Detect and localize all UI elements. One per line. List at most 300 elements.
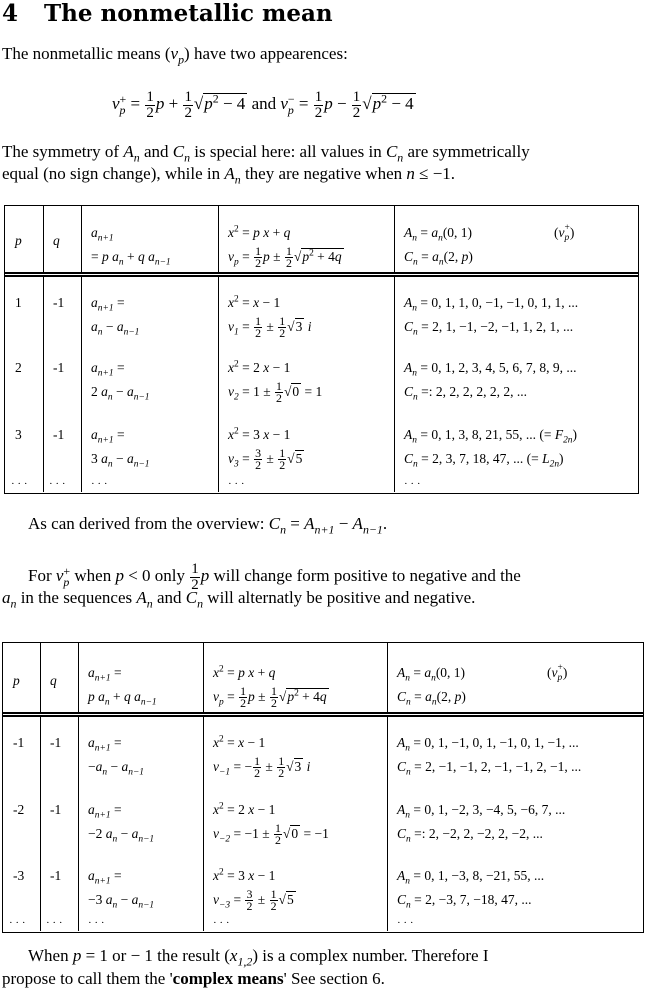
math-expression <box>91 384 150 403</box>
column-rule <box>218 206 219 492</box>
math-variable: x <box>248 868 255 883</box>
square-root <box>362 91 415 117</box>
math-variable: i <box>307 319 312 334</box>
square-root <box>294 245 344 268</box>
overview-table-negative <box>2 642 644 933</box>
subscript: n+1 <box>94 673 111 684</box>
fraction <box>278 445 286 473</box>
math-variable: a <box>2 588 11 607</box>
row-ellipsis: · · · <box>11 478 28 490</box>
math-variable: a <box>95 759 103 774</box>
math-variable: p <box>238 665 245 680</box>
math-expression <box>88 689 157 708</box>
math-symbol <box>554 427 573 446</box>
denominator: 2 <box>246 899 253 914</box>
subscript: 2 <box>234 392 239 403</box>
math-text: ± <box>263 319 278 334</box>
math-symbol <box>432 249 444 268</box>
subscript: 1 <box>234 327 239 338</box>
subscript: n <box>413 392 418 403</box>
subscript: −3 <box>219 900 231 911</box>
math-variable: C <box>397 892 407 907</box>
row-root <box>228 315 311 340</box>
math-text: (0, 1) <box>435 665 466 680</box>
subscript: n <box>413 257 418 268</box>
subscript: p <box>119 103 126 118</box>
radical-sign: √ <box>362 94 372 114</box>
math-text: ) have two appearences: <box>184 44 348 63</box>
math-expression <box>397 759 582 778</box>
symmetry-line-2 <box>2 164 456 187</box>
row-sequence-c <box>404 315 573 338</box>
math-variable: x <box>213 802 219 817</box>
section-title: The nonmetallic mean <box>44 0 333 27</box>
math-text: ± <box>269 249 284 264</box>
superscript: + <box>63 563 71 578</box>
derived-paragraph <box>28 514 388 537</box>
subscript: n <box>431 673 436 684</box>
header-recurrence <box>91 221 114 244</box>
math-symbol <box>404 295 417 314</box>
math-expression <box>228 313 312 341</box>
math-symbol <box>229 946 253 969</box>
math-expression <box>13 673 20 688</box>
subscript: p <box>287 103 294 118</box>
math-symbol <box>397 665 410 684</box>
subscript: n <box>405 876 410 887</box>
superscript: + <box>564 223 570 234</box>
intro-paragraph <box>2 44 348 67</box>
math-variable: a <box>101 451 108 466</box>
display-equation <box>112 90 416 121</box>
math-variable: p <box>102 249 109 264</box>
math-symbol <box>105 892 118 911</box>
math-variable: A <box>404 295 413 310</box>
subscript: n <box>438 233 443 244</box>
row-ellipsis: · · · <box>9 917 26 929</box>
row-characteristic-equation <box>228 291 280 314</box>
denominator: 2 <box>240 696 247 711</box>
math-variable: x <box>213 868 219 883</box>
math-variable: x <box>263 360 270 375</box>
math-variable: C <box>397 826 407 841</box>
math-variable: a <box>101 384 108 399</box>
row-recurrence-rhs <box>88 755 144 778</box>
math-text: = 0, 1, 1, 0, −1, −1, 0, 1, 1, ... <box>416 295 579 310</box>
math-variable: ν <box>228 451 234 466</box>
math-variable: A <box>397 868 406 883</box>
radicand <box>290 825 300 841</box>
math-variable: x <box>228 427 234 442</box>
header-root-tag <box>547 661 567 684</box>
math-text: = <box>110 665 122 680</box>
radicand <box>291 383 301 399</box>
math-symbol <box>406 164 415 183</box>
math-text: As can derived from the overview: <box>28 514 269 533</box>
denominator: 2 <box>279 458 286 473</box>
math-expression <box>213 753 311 781</box>
closing-line-1 <box>28 946 489 969</box>
row-recurrence-rhs <box>88 822 154 845</box>
math-text: = <box>91 249 102 264</box>
math-variable: ν <box>280 94 288 114</box>
math-text: = 1 or − 1 the result ( <box>81 946 230 965</box>
row-root <box>228 380 322 405</box>
subscript: n <box>107 392 113 403</box>
math-variable: x <box>213 735 219 750</box>
math-symbol <box>213 759 231 778</box>
math-variable: x <box>213 665 219 680</box>
math-variable: a <box>88 665 95 680</box>
row-root <box>213 888 296 913</box>
math-text: − 4 <box>218 94 246 114</box>
column-rule <box>387 643 388 931</box>
symmetry-line-1 <box>2 142 530 165</box>
row-recurrence-rhs <box>91 380 150 403</box>
row-recurrence <box>88 731 122 754</box>
subscript: 3 <box>234 459 239 470</box>
subscript: n−1 <box>140 697 157 708</box>
subscript: n <box>234 172 241 187</box>
math-expression <box>88 759 145 778</box>
numerator: 1 <box>146 89 154 105</box>
radicand <box>295 450 305 466</box>
math-expression <box>15 233 22 248</box>
math-symbol <box>280 91 295 118</box>
denominator: 2 <box>270 696 277 711</box>
math-expression <box>547 663 568 683</box>
math-variable: C <box>404 249 414 264</box>
math-expression <box>91 249 171 268</box>
row-q-value: -1 <box>50 868 62 883</box>
math-text: + 4 <box>298 689 320 704</box>
math-expression <box>91 319 140 338</box>
math-expression <box>28 561 521 593</box>
math-variable: p <box>372 94 382 114</box>
row-root <box>228 447 304 472</box>
math-text: < 0 only <box>123 566 190 586</box>
subscript: n−1 <box>154 257 171 268</box>
numerator: 1 <box>279 445 286 460</box>
row-sequence-c <box>397 888 531 911</box>
numerator: 1 <box>254 753 261 768</box>
math-text: ) is a complex number. Therefore I <box>252 946 489 965</box>
square-root <box>284 380 301 403</box>
row-ellipsis: · · · <box>88 917 105 929</box>
math-variable: q <box>53 233 60 248</box>
subscript: n <box>107 459 113 470</box>
math-text: − 1 <box>254 868 276 883</box>
math-expression <box>2 969 385 988</box>
superscript: 2 <box>234 426 239 437</box>
math-text: − 1 <box>254 802 276 817</box>
header-root-formula <box>228 245 344 270</box>
row-ellipsis: · · · <box>91 478 108 490</box>
math-text: (0, 1) <box>442 225 473 240</box>
math-symbol <box>307 759 311 774</box>
math-variable: C <box>268 514 281 533</box>
math-text: = 1 <box>301 384 323 399</box>
math-symbol <box>101 384 113 403</box>
math-variable: p <box>200 566 210 586</box>
math-variable: a <box>126 451 134 466</box>
math-text: ≤ −1. <box>414 164 456 183</box>
math-variable: a <box>131 826 139 841</box>
denominator: 2 <box>352 104 361 121</box>
math-variable: ν <box>213 826 219 841</box>
math-text: = 2 <box>223 802 249 817</box>
math-symbol <box>88 868 111 887</box>
math-variable: a <box>105 826 113 841</box>
math-symbol <box>91 295 114 314</box>
math-variable: p <box>88 689 95 704</box>
math-symbol <box>55 563 71 590</box>
row-sequence-a <box>397 798 565 821</box>
math-variable: p <box>324 94 333 114</box>
math-expression <box>2 588 476 611</box>
row-ellipsis: · · · <box>49 478 66 490</box>
math-text: = 2, 1, −1, −2, −1, 1, 2, 1, ... <box>417 319 574 334</box>
math-expression <box>53 233 60 248</box>
math-text: 3 <box>294 759 302 774</box>
math-expression <box>88 826 155 845</box>
math-symbol <box>126 384 150 403</box>
math-text: = 2, −3, 7, −18, 47, ... <box>410 892 532 907</box>
row-recurrence <box>91 356 125 379</box>
subscript: p <box>219 697 224 708</box>
math-text: = <box>113 295 125 310</box>
math-symbol <box>551 663 563 683</box>
math-expression <box>228 360 290 375</box>
math-symbol <box>148 249 171 268</box>
subscript: p <box>178 52 185 67</box>
math-expression <box>397 826 543 845</box>
row-ellipsis: · · · <box>397 917 414 929</box>
superscript: + <box>557 663 563 674</box>
math-variable: q <box>123 689 131 704</box>
math-expression <box>112 89 416 121</box>
subscript: n <box>412 233 417 244</box>
denominator: 2 <box>278 766 285 781</box>
math-text: = 1 ± <box>238 384 274 399</box>
math-expression <box>228 445 304 473</box>
math-symbol <box>88 802 111 821</box>
math-variable: C <box>185 588 198 607</box>
fraction <box>285 243 293 271</box>
math-text: = <box>416 225 432 240</box>
math-symbol <box>185 588 204 611</box>
radicand <box>203 93 247 113</box>
denominator: 2 <box>255 458 262 473</box>
header-rule-gap <box>3 714 643 716</box>
math-text: = <box>113 427 125 442</box>
denominator: 2 <box>270 899 277 914</box>
column-rule <box>78 643 79 931</box>
math-symbol <box>253 225 260 240</box>
math-variable: a <box>91 225 98 240</box>
row-ellipsis: · · · <box>228 478 245 490</box>
math-variable: x <box>248 802 255 817</box>
math-text: = <box>238 295 254 310</box>
fraction <box>254 445 262 473</box>
row-ellipsis: · · · <box>46 917 63 929</box>
row-sequence-a <box>404 356 576 379</box>
math-text: 2 <box>91 384 102 399</box>
math-text: (2, <box>436 689 455 704</box>
math-variable: p <box>263 249 270 264</box>
math-text: ) <box>468 249 473 264</box>
numerator: 1 <box>352 89 361 105</box>
math-text: − <box>117 826 132 841</box>
math-expression <box>88 735 122 754</box>
header-sequence-a <box>397 661 465 684</box>
radical-sign: √ <box>283 384 292 399</box>
math-symbol <box>123 142 140 165</box>
header-sequence-c <box>404 245 473 268</box>
math-variable: C <box>397 689 407 704</box>
subscript: n <box>10 596 17 611</box>
subscript: n <box>112 834 118 845</box>
math-symbol <box>268 514 287 537</box>
row-recurrence <box>88 798 122 821</box>
math-symbol <box>13 673 20 688</box>
math-expression <box>228 295 280 310</box>
math-symbol <box>397 868 410 887</box>
numerator: 3 <box>246 886 253 901</box>
math-symbol <box>15 233 22 248</box>
row-q-value: -1 <box>50 735 62 750</box>
math-symbol <box>269 665 276 680</box>
math-text: = <box>230 892 245 907</box>
superscript: 2 <box>234 224 239 235</box>
math-symbol <box>385 142 404 165</box>
fraction <box>145 90 154 121</box>
row-sequence-c <box>397 822 543 845</box>
radicand <box>294 758 304 774</box>
subscript: n+1 <box>94 743 111 754</box>
square-root <box>287 315 304 338</box>
header-sequence-c <box>397 685 466 708</box>
math-variable: C <box>404 451 414 466</box>
math-text: = 2, 3, 7, 18, 47, ... (= <box>417 451 543 466</box>
math-text: − <box>112 384 127 399</box>
radical-sign: √ <box>278 689 287 704</box>
header-characteristic-equation <box>213 661 275 684</box>
subscript: n <box>405 673 410 684</box>
math-symbol <box>116 319 140 338</box>
math-text: 0 <box>292 384 300 399</box>
math-text: = <box>113 360 125 375</box>
superscript: 2 <box>219 734 224 745</box>
row-characteristic-equation <box>228 356 290 379</box>
math-text: ( <box>547 665 552 680</box>
radicand <box>286 688 328 704</box>
subscript: n−1 <box>133 392 150 403</box>
math-text: = 0, 1, −1, 0, 1, −1, 0, 1, −1, ... <box>409 735 579 750</box>
denominator: 2 <box>255 256 262 271</box>
math-symbol <box>352 514 383 537</box>
fraction <box>254 243 262 271</box>
math-symbol <box>131 892 155 911</box>
math-text: ± <box>254 689 269 704</box>
math-expression <box>228 427 290 442</box>
math-symbol <box>228 384 239 403</box>
math-variable: x <box>238 735 245 750</box>
math-variable: i <box>306 759 311 774</box>
subscript: n+1 <box>97 233 114 244</box>
math-variable: A <box>397 802 406 817</box>
header-recurrence-rhs <box>88 685 157 708</box>
math-text: equal (no sign change), while in <box>2 164 225 183</box>
math-symbol <box>263 249 270 264</box>
math-symbol <box>101 451 113 470</box>
row-root <box>213 822 329 847</box>
numerator: 1 <box>240 683 247 698</box>
math-symbol <box>2 588 17 611</box>
math-text: − <box>332 94 351 114</box>
subscript: n <box>133 150 140 165</box>
column-rule <box>203 643 204 931</box>
subscript: n−1 <box>362 522 383 537</box>
subscript: n <box>104 697 110 708</box>
fraction <box>275 378 283 406</box>
math-expression <box>91 360 125 379</box>
math-variable: C <box>385 142 398 161</box>
math-expression <box>88 665 122 684</box>
subscript: n <box>146 596 153 611</box>
math-symbol <box>88 735 111 754</box>
math-expression <box>397 665 466 684</box>
math-variable: a <box>134 689 141 704</box>
column-rule <box>43 206 44 492</box>
superscript: 2 <box>212 91 219 106</box>
math-variable: F <box>554 427 564 442</box>
math-text: ) <box>562 665 568 680</box>
math-text: ' See section 6. <box>283 969 385 988</box>
subscript: n <box>197 596 204 611</box>
math-text: = <box>238 249 254 264</box>
row-characteristic-equation <box>213 864 275 887</box>
math-text: The symmetry of <box>2 142 124 161</box>
row-q-value: -1 <box>53 360 65 375</box>
math-symbol <box>115 566 124 585</box>
math-variable: ν <box>228 384 234 399</box>
math-variable: x <box>248 665 255 680</box>
math-expression <box>2 164 456 187</box>
subscript: n <box>97 327 103 338</box>
section-number: 4 <box>2 0 19 27</box>
row-recurrence-rhs <box>91 447 150 470</box>
math-text: are symmetrically <box>403 142 530 161</box>
math-variable: a <box>126 384 134 399</box>
denominator: 2 <box>184 104 192 121</box>
math-variable: a <box>148 249 155 264</box>
subscript: n <box>412 368 417 379</box>
math-text: =: 2, 2, 2, 2, 2, 2, ... <box>417 384 527 399</box>
header-rule <box>5 275 638 277</box>
header-rule <box>3 715 643 717</box>
subscript: n <box>280 522 287 537</box>
math-text: will alternatly be positive and negative. <box>203 588 476 607</box>
math-symbol <box>404 384 418 403</box>
math-expression <box>28 514 388 537</box>
row-p-value: -2 <box>13 802 25 817</box>
math-variable: a <box>116 319 124 334</box>
math-variable: a <box>88 735 95 750</box>
fraction <box>270 683 278 711</box>
math-variable: A <box>404 225 413 240</box>
fraction <box>352 90 361 121</box>
